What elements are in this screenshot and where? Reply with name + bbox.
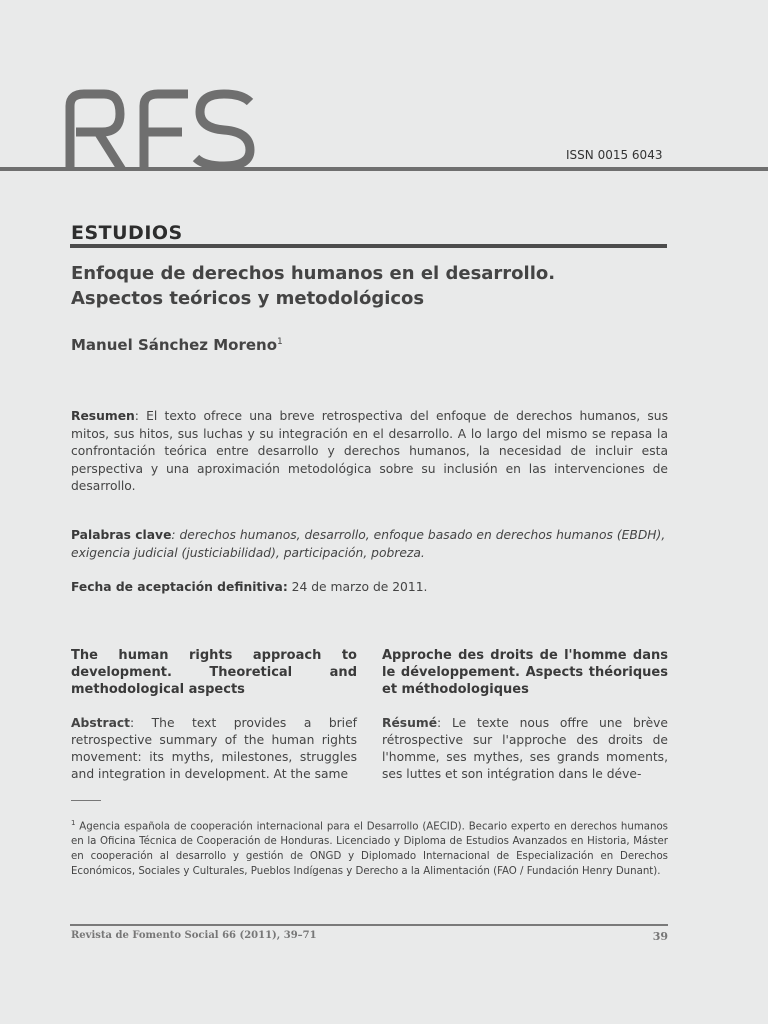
abstract-text: : The text provides a brief retrospective summary of the human rights movement: its myths, milestones, struggles and integration in development. At the same (71, 716, 357, 781)
acceptance-label: Fecha de aceptación definitiva: (71, 580, 288, 594)
author-footnote-mark: 1 (277, 337, 283, 347)
section-title: ESTUDIOS (71, 222, 183, 244)
journal-logo (64, 78, 264, 174)
keywords-label: Palabras clave (71, 528, 172, 542)
footer-rule (70, 924, 668, 926)
footnote-mark: 1 (71, 819, 76, 827)
section-rule (70, 244, 667, 248)
resumen-label: Resumen (71, 409, 135, 423)
article-title-line2: Aspectos teóricos y metodológicos (71, 288, 425, 309)
resume-text: : Le texte nous offre une brève rétrospective sur l'approche des droits de l'homme, ses mythes, ses grands moments, ses luttes et son intégration dans le déve- (382, 716, 668, 781)
author-name: Manuel Sánchez Moreno (71, 336, 278, 354)
french-abstract (382, 715, 668, 783)
english-column (71, 647, 357, 783)
acceptance-date (71, 580, 427, 594)
article-title-line1: Enfoque de derechos humanos en el desarrollo. (71, 263, 556, 284)
issn: ISSN 0015 6043 (566, 148, 663, 162)
footnote (71, 816, 668, 879)
page-number: 39 (652, 930, 668, 943)
footnote-text: Agencia española de cooperación internacional para el Desarrollo (AECID). Becario experto en derechos humanos en la Oficina Técnica de Cooperación de Honduras. Licenciado y Diploma de Estudios Avanzados en Historia, Máster en cooperación al desarrollo y gestión de ONGD y Diplomado Internacional de Especialización en Derechos Económicos, Sociales y Culturales, Pueblos Indígenas y Derecho a la Alimentación (FAO / Fundación Henry Dunant). (71, 821, 668, 878)
acceptance-value: 24 de marzo de 2011. (291, 580, 428, 594)
french-title: Approche des droits de l'homme dans le développement. Aspects théoriques et méthodologiques (382, 648, 668, 697)
header-rule (0, 167, 768, 171)
abstract-label: Abstract (71, 716, 131, 730)
article-title (71, 261, 671, 311)
footnote-rule (71, 800, 101, 801)
english-title: The human rights approach to development. Theoretical and methodological aspects (71, 648, 357, 697)
resume-label: Résumé (382, 716, 438, 730)
resumen-text: : El texto ofrece una breve retrospectiva del enfoque de derechos humanos, sus mitos, sus hitos, sus luchas y su integración en el desarrollo. A lo largo del mismo se repasa la confrontación teórica entre desarrollo y derechos humanos, la necesidad de incluir esta perspectiva y una aproximación metodológica sobre su inclusión en las intervenciones de desarrollo. (71, 409, 668, 493)
keywords (71, 526, 668, 562)
resumen (71, 408, 668, 496)
keywords-text: : derechos humanos, desarrollo, enfoque basado en derechos humanos (EBDH), exigencia judicial (justiciabilidad), participación, pobreza. (71, 528, 666, 560)
french-column (382, 647, 668, 783)
author (71, 336, 283, 354)
english-abstract (71, 715, 357, 783)
journal-citation: Revista de Fomento Social 66 (2011), 39–71 (71, 930, 317, 941)
